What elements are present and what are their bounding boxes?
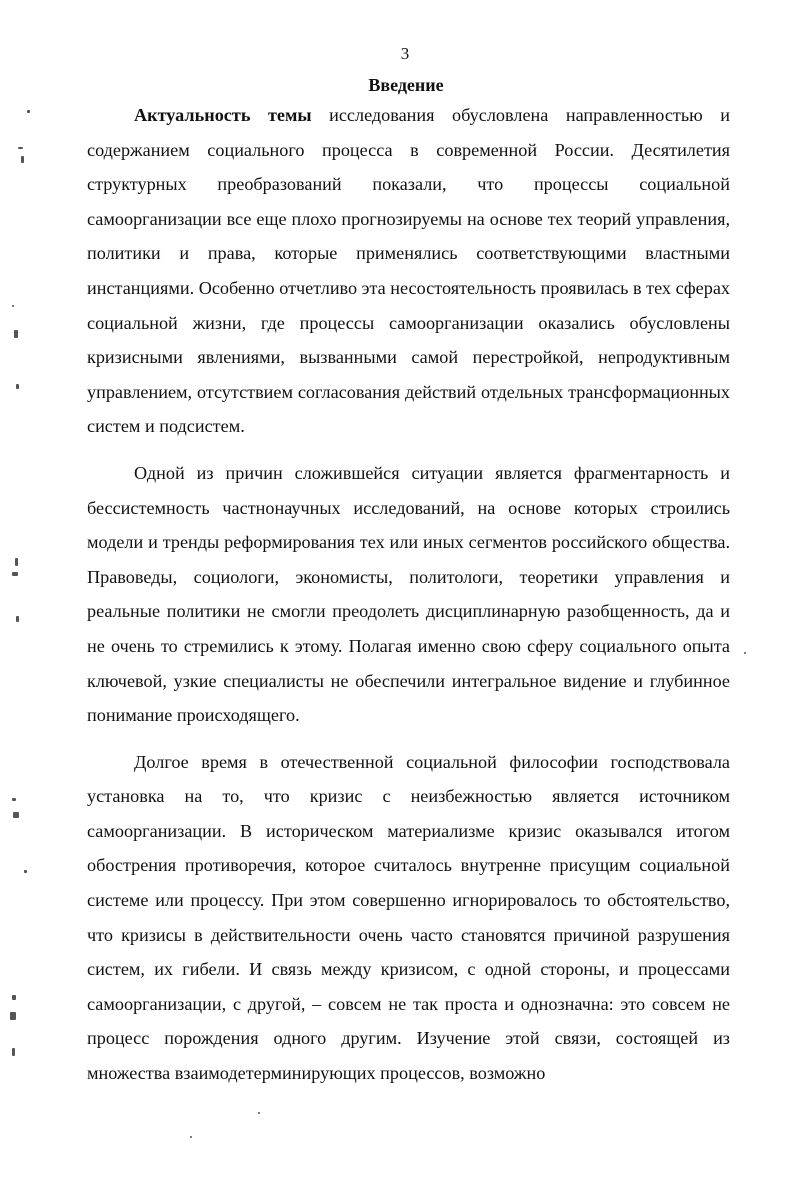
paragraph-2 (87, 456, 730, 733)
lead-term: Актуальность темы (134, 105, 312, 125)
scan-speck (21, 156, 24, 163)
section-heading: Введение (368, 75, 444, 95)
scan-speck (744, 652, 746, 654)
scan-speck (12, 1048, 15, 1056)
scan-speck (10, 1012, 16, 1020)
scan-speck (12, 572, 18, 576)
scan-speck (12, 798, 16, 801)
paragraph-1-text: исследования обусловлена направленностью и содержанием социального процесса в современной России. Десятилетия структурных преобразований показали, что процессы социальной самоорганизации все еще плохо прогнозируемы на основе тех теорий управления, политики и права, которые применялись соответствующими властными инстанциями. Особенно отчетливо эта несостоятельность проявилась в тех сферах социальной жизни, где процессы самоорганизации оказались обусловлены кризисными явлениями, вызванными самой перестройкой, непродуктивным управлением, отсутствием согласования действий отдельных трансформационных систем и подсистем. (87, 105, 731, 437)
scan-speck (16, 384, 19, 389)
paragraph-2-text: Одной из причин сложившейся ситуации является фрагментарность и бессистемность частнонаучных исследований, на основе которых строились модели и тренды реформирования тех или иных сегментов российского общества. Правоведы, социологи, экономисты, политологи, теоретики управления и реальные политики не смогли преодолеть дисциплинарную разобщенность, да и не очень то стремились к этому. Полагая именно свою сферу социального опыта ключевой, узкие специалисты не обеспечили интегральное видение и глубинное понимание происходящего. (87, 462, 730, 726)
scan-speck (16, 616, 19, 622)
scan-speck (18, 147, 23, 149)
scan-speck (13, 812, 19, 818)
scan-speck (24, 870, 27, 873)
paragraph-3-text: Долгое время в отечественной социальной философии господствовала установка на то, что кризис с неизбежностью является источником самоорганизации. В историческом материализме кризис оказывался итогом обострения противоречия, которое считалось внутренне присущим социальной системе или процессу. При этом совершенно игнорировалось то обстоятельство, что кризисы в действительности очень часто становятся причиной разрушения систем, их гибели. И связь между кризисом, с одной стороны, и процессами самоорганизации, с другой, – совсем не так проста и однозначна: это совсем не процесс порождения одного другим. Изучение этой связи, состоящей из множества взаимодетерминирующих процессов, возможно (87, 751, 730, 1084)
scan-speck (27, 110, 30, 113)
body-text (87, 98, 730, 1091)
paragraph-1 (87, 98, 730, 444)
scan-speck (15, 558, 18, 566)
scan-speck (258, 1112, 260, 1114)
page-number: 3 (400, 44, 410, 63)
scan-speck (14, 330, 18, 338)
scan-speck (12, 305, 14, 307)
scan-speck (190, 1136, 192, 1138)
scan-speck (12, 995, 16, 1000)
paragraph-3 (87, 745, 730, 1091)
